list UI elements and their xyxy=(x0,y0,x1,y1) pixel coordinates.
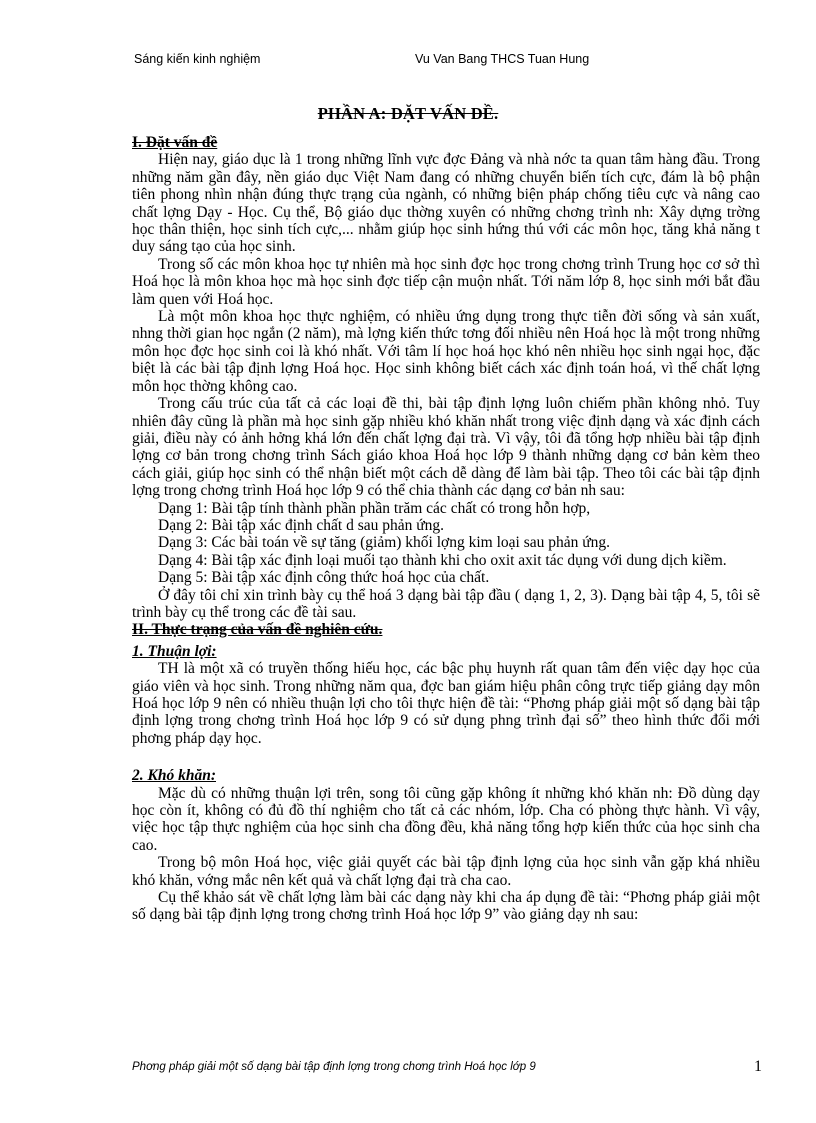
paragraph: Trong bộ môn Hoá học, việc giải quyết các bài tập định lợng của học sinh vẫn gặp khá nhiều khó khăn, vớng mắc nên kết quả và chất lợng đại trà cha cao. xyxy=(132,854,760,889)
paragraph: Là một môn khoa học thực nghiệm, có nhiều ứng dụng trong thực tiễn đời sống và sản xuất, nhng thời gian học ngắn (2 năm), mà lợng kiến thức tơng đối nhiều nên Hoá học là một trong những môn học đợc học sinh coi là khó nhất. Với tâm lí học hoá học khó nên nhiều học sinh ngại học, đặc biệt là các bài tập định lợng Hoá học. Học sinh không biết cách xác định toán hoá, vì thế chất lợng môn học thờng không cao. xyxy=(132,308,760,395)
footer-text: Phơng pháp giải một số dạng bài tập định lợng trong chơng trình Hoá học lớp 9 xyxy=(132,1061,536,1073)
section-2-heading: II. Thực trạng của vấn đề nghiên cứu. xyxy=(132,621,383,639)
list-item: Dạng 5: Bài tập xác định công thức hoá học của chất. xyxy=(158,569,490,587)
page-header xyxy=(134,52,694,70)
paragraph: Mặc dù có những thuận lợi trên, song tôi cũng gặp không ít những khó khăn nh: Đồ dùng dạy học còn ít, không có đủ đồ thí nghiệm cho tất cả các nhóm, lớp. Cha có phòng thực hành. Vì vậy, việc học tập thực nghiệm của học sinh cha đồng đều, khả năng tổng hợp kiến thức của học sinh cha cao. xyxy=(132,784,760,854)
list-item: Dạng 3: Các bài toán về sự tăng (giảm) khối lợng kim loại sau phản ứng. xyxy=(158,534,611,552)
paragraph: TH là một xã có truyền thống hiếu học, các bậc phụ huynh rất quan tâm đến việc dạy học của giáo viên và học sinh. Trong những năm qua, đợc ban giám hiệu phân công trực tiếp giảng dạy môn Hoá học lớp 9 nên có nhiều thuận lợi cho tôi thực hiện đề tài: “Phơng pháp giải một số dạng bài tập định lợng trong chơng trình Hoá học lớp 9 có sử dụng phng trình đại số” theo hình thức đổi mới phơng pháp dạy học. xyxy=(132,660,760,747)
page-footer xyxy=(132,1058,762,1078)
document-body xyxy=(132,134,760,924)
paragraph: Trong số các môn khoa học tự nhiên mà học sinh đợc học trong chơng trình Trung học cơ sở thì Hoá học là môn khoa học mà học sinh đợc tiếp cận muộn nhất. Tới năm lớp 8, học sinh mới bắt đầu làm quen với Hoá học. xyxy=(132,255,760,308)
header-left-text: Sáng kiến kinh nghiệm xyxy=(134,52,261,66)
page-number: 1 xyxy=(754,1058,762,1075)
page-title: PHẦN A: ĐẶT VẤN ĐỀ. xyxy=(317,104,499,123)
paragraph: Cụ thể khảo sát về chất lợng làm bài các dạng này khi cha áp dụng đề tài: “Phơng pháp giải một số dạng bài tập định lợng trong chơng trình Hoá học lớp 9” vào giảng dạy nh sau: xyxy=(132,889,760,924)
list-item: Dạng 2: Bài tập xác định chất d sau phản ứng. xyxy=(158,516,445,534)
header-right-text: Vu Van Bang THCS Tuan Hung xyxy=(415,52,590,66)
subsection-1-heading: 1. Thuận lợi: xyxy=(132,642,217,660)
section-1-heading: I. Đặt vấn đề xyxy=(132,134,218,151)
list-item: Dạng 1: Bài tập tính thành phần phần trăm các chất có trong hỗn hợp, xyxy=(158,499,591,517)
paragraph: Hiện nay, giáo dục là 1 trong những lĩnh vực đợc Đảng và nhà nớc ta quan tâm hàng đầu. Trong những năm gần đây, nền giáo dục Việt Nam đang có những chuyển biến tích cực, đám là bộ phận tiên phong nhìn nhận đúng thực trạng của ngành, có những biện pháp chống tiêu cực và nâng cao chất lợng Dạy - Học. Cụ thể, Bộ giáo dục thờng xuyên có những chơng trình nh: Xây dựng trờng học thân thiện, học sinh tích cực,... nhằm giúp học sinh hứng thú với các môn học, tăng khả năng t duy sáng tạo của học sinh. xyxy=(132,151,760,256)
paragraph: Trong cấu trúc của tất cả các loại đề thi, bài tập định lợng luôn chiếm phần không nhỏ. Tuy nhiên đây cũng là phần mà học sinh gặp nhiều khó khăn nhất trong việc định dạng và xác định cách giải, điều này có ảnh hởng khá lớn đến chất lợng đại trà. Vì vậy, tôi đã tổng hợp nhiều bài tập định lợng cơ bản trong chơng trình Sách giáo khoa Hoá học lớp 9 thành những dạng cơ bản kèm theo cách giải, giúp học sinh có thể nhận biết một cách dễ dàng để làm bài tập. Theo tôi các bài tập định lợng trong chơng trình Hoá học lớp 9 có thể chia thành các dạng cơ bản nh sau: xyxy=(132,395,760,500)
list-item: Dạng 4: Bài tập xác định loại muối tạo thành khi cho oxit axit tác dụng với dung dịch kiềm. xyxy=(158,551,727,569)
spacer xyxy=(132,747,760,763)
subsection-2-heading: 2. Khó khăn: xyxy=(132,767,216,785)
paragraph: Ở đây tôi chỉ xin trình bày cụ thể hoá 3 dạng bài tập đầu ( dạng 1, 2, 3). Dạng bài tập 4, 5, tôi sẽ trình bày cụ thể trong các đề tài sau. xyxy=(132,586,760,621)
